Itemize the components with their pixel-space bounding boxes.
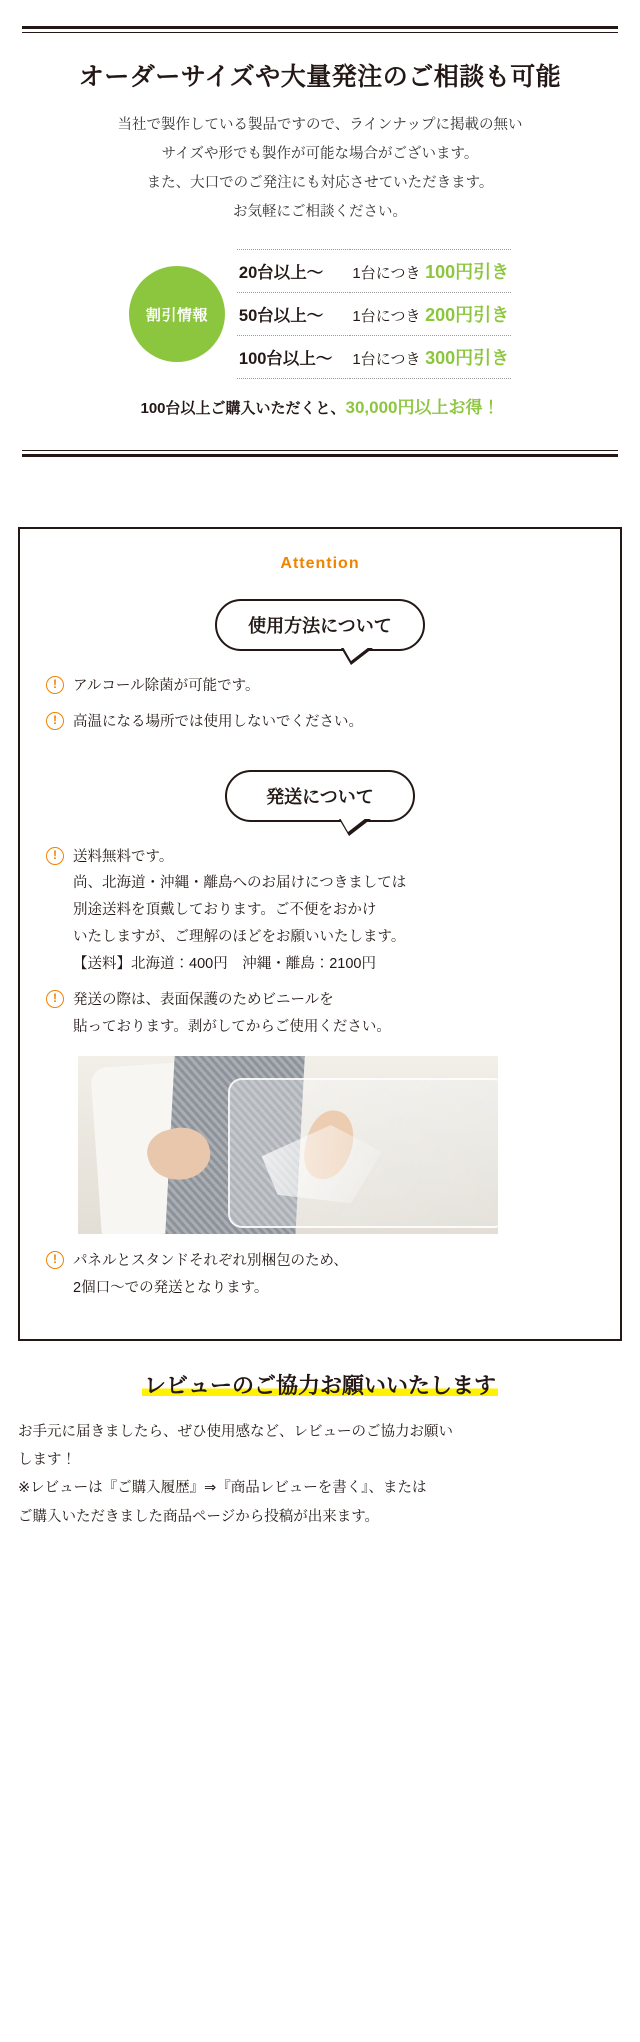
exclamation-icon: ! <box>46 847 64 865</box>
order-lead-line: お気軽にご相談ください。 <box>233 204 407 220</box>
list-item <box>46 1248 594 1302</box>
order-lead-text <box>22 111 618 227</box>
note-line: 発送の際は、表面保護のためビニールを <box>73 991 334 1008</box>
list-item <box>46 844 594 978</box>
discount-amount-cell <box>350 293 511 336</box>
exclamation-icon: ! <box>46 990 64 1008</box>
list-item <box>46 709 594 736</box>
attention-heading: Attention <box>280 555 360 572</box>
usage-note-text <box>73 709 363 736</box>
review-line: ご購入いただきました商品ページから投稿が出来ます。 <box>18 1508 380 1525</box>
review-line: します！ <box>18 1452 76 1469</box>
order-lead-line: また、大口でのご発注にも対応させていただきます。 <box>146 175 494 191</box>
discount-amount: 300円引き <box>425 348 510 368</box>
exclamation-icon: ! <box>46 712 64 730</box>
note-line: 別途送料を頂戴しております。ご不便をおかけ <box>73 902 377 919</box>
discount-qty: 50台以上〜 <box>237 293 351 336</box>
note-line: 高温になる場所では使用しないでください。 <box>73 713 363 730</box>
discount-unit: 1台につき <box>352 351 421 368</box>
discount-qty: 100台以上〜 <box>237 336 351 379</box>
attention-section <box>18 527 622 1341</box>
exclamation-icon: ! <box>46 676 64 694</box>
list-item <box>46 987 594 1041</box>
top-divider <box>22 26 618 33</box>
note-line: 【送料】北海道：400円 沖縄・離島：2100円 <box>73 955 376 972</box>
discount-info-block <box>22 249 618 379</box>
order-lead-line: サイズや形でも製作が可能な場合がございます。 <box>161 146 479 162</box>
review-section <box>0 1341 640 1541</box>
order-lead-line: 当社で製作している製品ですので、ラインナップに掲載の無い <box>117 117 523 133</box>
note-line: 送料無料です。 <box>73 848 174 865</box>
page-title: オーダーサイズや大量発注のご相談も可能 <box>78 63 562 91</box>
note-line: 2個口〜での発送となります。 <box>73 1280 269 1297</box>
note-line: アルコール除菌が可能です。 <box>73 678 260 694</box>
discount-amount: 200円引き <box>425 305 510 325</box>
discount-unit: 1台につき <box>352 265 421 282</box>
shipping-note-text <box>73 844 406 978</box>
list-item <box>46 673 594 700</box>
shipping-note-text <box>73 1248 348 1302</box>
table-row <box>237 250 511 293</box>
discount-table <box>237 249 511 379</box>
usage-note-text <box>73 673 259 700</box>
note-line: パネルとスタンドそれぞれ別梱包のため、 <box>73 1253 348 1270</box>
discount-note-highlight: 30,000円以上お得！ <box>345 398 500 417</box>
table-row <box>237 336 511 379</box>
review-title <box>18 1369 622 1400</box>
discount-badge: 割引情報 <box>129 266 225 362</box>
discount-qty: 20台以上〜 <box>237 250 351 293</box>
order-consult-section <box>0 26 640 457</box>
discount-amount-cell <box>350 336 511 379</box>
note-line: いたしますが、ご理解のほどをお願いいたします。 <box>73 929 406 946</box>
table-row <box>237 293 511 336</box>
discount-unit: 1台につき <box>352 308 421 325</box>
usage-bubble-heading: 使用方法について <box>215 599 425 651</box>
shipping-bubble-heading: 発送について <box>225 770 415 822</box>
bottom-divider <box>22 450 618 457</box>
discount-note-prefix: 100台以上ご購入いただくと、 <box>140 400 346 417</box>
exclamation-icon: ! <box>46 1251 64 1269</box>
shipping-note-text <box>73 987 391 1041</box>
review-title-text: レビューのご協力お願いいたします <box>143 1372 496 1398</box>
note-line: 尚、北海道・沖縄・離島へのお届けにつきましては <box>73 875 407 892</box>
review-line: ※レビューは『ご購入履歴』⇒『商品レビューを書く』、または <box>18 1480 427 1497</box>
discount-summary-note <box>22 393 618 418</box>
review-line: お手元に届きましたら、ぜひ使用感など、レビューのご協力お願い <box>18 1423 453 1440</box>
discount-amount: 100円引き <box>425 262 510 282</box>
protective-film-photo <box>78 1056 498 1234</box>
discount-amount-cell <box>350 250 511 293</box>
note-line: 貼っております。剥がしてからご使用ください。 <box>73 1018 391 1035</box>
review-body-text <box>18 1418 622 1531</box>
